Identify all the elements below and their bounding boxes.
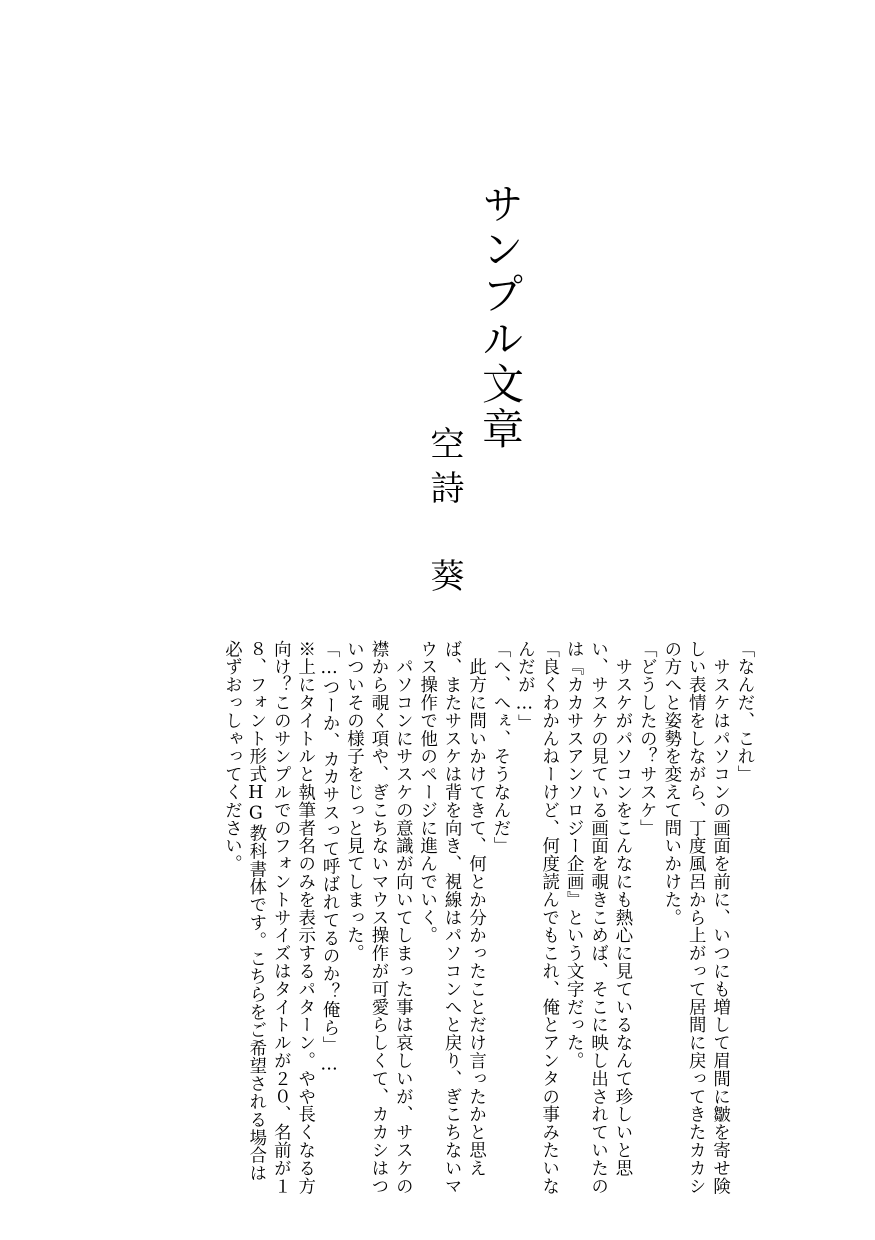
body-paragraph: 「へ、へぇ、そうなんだ」 [489, 640, 510, 855]
body-paragraph: 「どうしたの？サスケ」 [636, 640, 657, 837]
body-paragraph: 此方に問いかけてきて、何とか分かったことだけ言ったかと思えば、またサスケは背を向き、視線はパソコンへと戻り、ぎこちないマウス操作で他のページに進んでいく。 [416, 640, 486, 1195]
body-paragraph: 「良くわかんねーけど、何度読んでもこれ、俺とアンタの事みたいなんだが…」 [514, 640, 559, 1195]
author-name: 空詩 葵 [424, 426, 464, 602]
document-title: サンプル文章 [476, 182, 525, 452]
body-paragraph: 「なんだ、これ」 [734, 640, 754, 784]
body-paragraph: サスケがパソコンをこんなにも熱心に見ているなんて珍しいと思い、サスケの見ている画面を覗きこめば、そこに映し出されていたのは『カカサスアンソロジー企画』という文字だった。 [563, 640, 632, 1195]
body-paragraph: サスケはパソコンの画面を前に、いつにも増して眉間に皺を寄せ険しい表情をしながら、丁度風呂から上がって居間に戻ってきたカカシの方へと姿勢を変えて問いかけた。 [660, 640, 730, 1195]
layout-note: ※上にタイトルと執筆者名のみを表示するパターン。やや長くなる方向け？このサンプルでのフォントサイズはタイトルが２０、名前が１８、フォント形式HG教科書体です。こちらをご希望される場合は必ずおっしゃってください。 [221, 640, 315, 1195]
body-text [170, 640, 756, 1200]
body-paragraph: 「…つーか、カカサスって呼ばれてるのか？俺ら」… [319, 640, 340, 1075]
body-paragraph: パソコンにサスケの意識が向いてしまった事は哀しいが、サスケの襟から覗く項や、ぎこちないマウス操作が可愛らしくて、カカシはついついその様子をじっと見てしまった。 [343, 640, 413, 1195]
